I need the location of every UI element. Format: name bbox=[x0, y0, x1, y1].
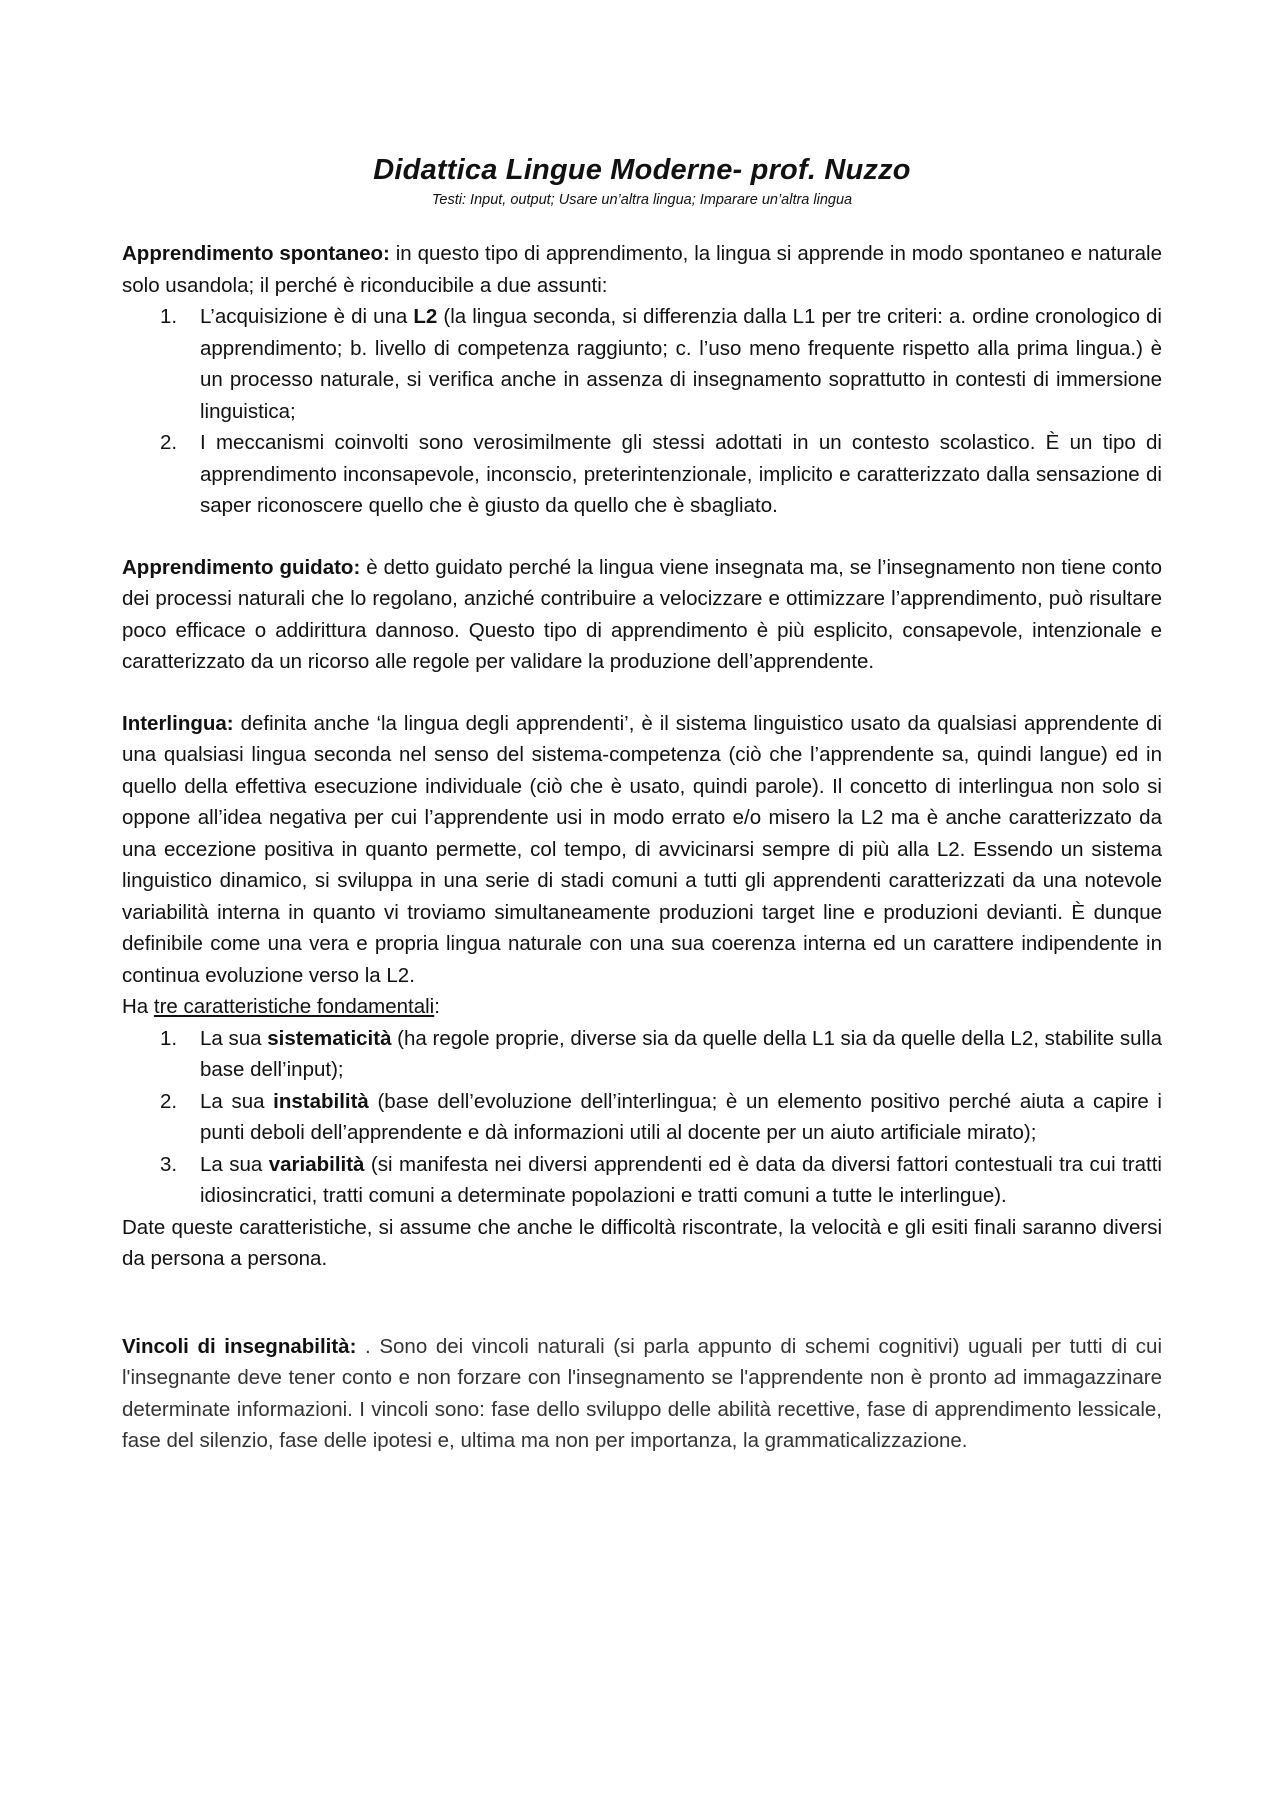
numbered-list bbox=[122, 301, 1162, 522]
paragraph bbox=[122, 1331, 1162, 1457]
section-interlingua bbox=[122, 708, 1162, 1275]
list-item-text: (ha regole proprie, diverse sia da quelle della L1 sia da quelle della L2, stabilite sulla base dell’input); bbox=[200, 1026, 1162, 1081]
section-vincoli-insegnabilita bbox=[122, 1331, 1162, 1457]
list-item bbox=[160, 1086, 1162, 1149]
paragraph bbox=[122, 238, 1162, 301]
numbered-list bbox=[122, 1023, 1162, 1212]
list-item bbox=[160, 1023, 1162, 1086]
list-item bbox=[160, 427, 1162, 522]
paragraph bbox=[122, 552, 1162, 678]
section-apprendimento-spontaneo bbox=[122, 238, 1162, 522]
features-intro-text: Ha bbox=[122, 995, 154, 1018]
section-heading: Interlingua: bbox=[122, 711, 234, 735]
list-item-bold: variabilità bbox=[268, 1152, 365, 1176]
list-number: 2. bbox=[160, 431, 178, 454]
list-item bbox=[160, 301, 1162, 427]
section-apprendimento-guidato bbox=[122, 552, 1162, 678]
list-item-text: La sua bbox=[200, 1026, 268, 1050]
features-intro-colon: : bbox=[434, 995, 440, 1018]
list-item-text: (si manifesta nei diversi apprendenti ed è data da diversi fattori contestuali tra cui tratti idiosincratici, tratti comuni a determinate popolazioni e tratti comuni a tutte le interlingue). bbox=[200, 1152, 1162, 1207]
list-item-bold: sistematicità bbox=[267, 1026, 392, 1050]
list-item-bold: instabilità bbox=[273, 1089, 369, 1113]
list-item-text: (base dell’evoluzione dell’interlingua; è un elemento positivo perché aiuta a capire i punti deboli dell’apprendente e dà informazioni utili al docente per un aiuto artificiale mirato); bbox=[200, 1089, 1162, 1144]
paragraph-text: . Sono dei vincoli naturali (si parla appunto di schemi cognitivi) uguali per tutti di cui l'insegnante deve tener conto e non forzare con l'insegnamento se l'apprendente non è pronto ad immagazzinare determinate informazioni. I vincoli sono: fase dello sviluppo delle abilità recettive, fase di apprendimento lessicale, fase del silenzio, fase delle ipotesi e, ultima ma non per importanza, la grammaticalizzazione. bbox=[122, 1334, 1163, 1452]
document-title: Didattica Lingue Moderne- prof. Nuzzo bbox=[373, 154, 911, 186]
list-item-text: La sua bbox=[200, 1152, 269, 1176]
list-number: 3. bbox=[160, 1152, 178, 1176]
list-number: 2. bbox=[160, 1089, 178, 1113]
list-item-text: La sua bbox=[200, 1089, 274, 1113]
paragraph bbox=[122, 708, 1162, 992]
paragraph-text: in questo tipo di apprendimento, la lingua si apprende in modo spontaneo e naturale solo usandola; il perché è riconducibile a due assunti: bbox=[122, 242, 1162, 297]
features-intro bbox=[122, 991, 1162, 1023]
section-heading: Apprendimento guidato: bbox=[122, 555, 361, 579]
section-heading: Apprendimento spontaneo: bbox=[122, 242, 390, 265]
document-subtitle: Testi: Input, output; Usare un’altra lingua; Imparare un’altra lingua bbox=[431, 192, 853, 208]
list-number: 1. bbox=[160, 305, 178, 328]
list-item-text: (la lingua seconda, si differenzia dalla L1 per tre criteri: a. ordine cronologico di apprendimento; b. livello di competenza raggiunto; c. l’uso meno frequente rispetto alla prima lingua.) è un processo naturale, si verifica anche in assenza di insegnamento soprattutto in contesti di immersione linguistica; bbox=[200, 305, 1162, 423]
paragraph-text: definita anche ‘la lingua degli apprendenti’, è il sistema linguistico usato da qualsiasi apprendente di una qualsiasi lingua seconda nel senso del sistema-competenza (ciò che l’apprendente sa, quindi langue) ed in quello della effettiva esecuzione individuale (ciò che è usato, quindi parole). Il concetto di interlingua non solo si oppone all’idea negativa per cui l’apprendente usi in modo errato e/o misero la L2 ma è anche caratterizzato da una eccezione positiva in quanto permette, col tempo, di avvicinarsi sempre di più alla L2. Essendo un sistema linguistico dinamico, si sviluppa in una serie di stadi comuni a tutti gli apprendenti caratterizzati da una notevole variabilità interna in quanto vi troviamo simultaneamente produzioni target line e produzioni devianti. È dunque definibile come una vera e propria lingua naturale con una sua coerenza interna ed un carattere indipendente in continua evoluzione verso la L2. bbox=[122, 711, 1162, 987]
section-heading: Vincoli di insegnabilità: bbox=[122, 1334, 357, 1358]
list-item-bold: L2 bbox=[413, 305, 438, 328]
closing-paragraph: Date queste caratteristiche, si assume che anche le difficoltà riscontrate, la velocità e gli esiti finali saranno diversi da persona a persona. bbox=[122, 1215, 1162, 1270]
list-number: 1. bbox=[160, 1026, 178, 1050]
list-item bbox=[160, 1149, 1162, 1212]
features-underline: tre caratteristiche fondamentali bbox=[153, 995, 435, 1018]
list-item-text: L’acquisizione è di una bbox=[200, 305, 414, 328]
paragraph-text: è detto guidato perché la lingua viene insegnata ma, se l’insegnamento non tiene conto dei processi naturali che lo regolano, anziché contribuire a velocizzare e ottimizzare l’apprendimento, può risultare poco efficace o addirittura dannoso. Questo tipo di apprendimento è più esplicito, consapevole, intenzionale e caratterizzato da un ricorso alle regole per validare la produzione dell’apprendente. bbox=[122, 555, 1162, 673]
list-item-text: I meccanismi coinvolti sono verosimilmente gli stessi adottati in un contesto scolastico. È un tipo di apprendimento inconsapevole, inconscio, preterintenzionale, implicito e caratterizzato dalla sensazione di saper riconoscere quello che è giusto da quello che è sbagliato. bbox=[200, 431, 1162, 517]
